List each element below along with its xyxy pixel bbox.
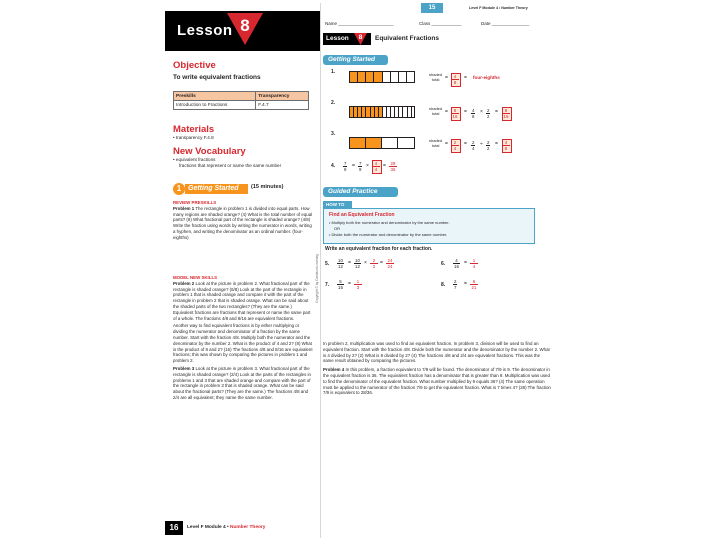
problem-1-number: 1. [331,69,336,75]
shaded-total-label [429,107,442,116]
gp-fraction [453,279,457,290]
objective-heading: Objective [173,60,216,71]
lesson-number: 8 [358,34,363,41]
numerator: 1 [470,258,478,264]
factor-fraction [471,108,475,119]
objective-text: To write equivalent fractions [173,74,261,81]
denominator: 16 [452,114,458,119]
name-field: Name ______________________ [325,21,394,26]
answer-fraction [372,161,380,172]
gp-item-8-number: 8. [441,282,446,288]
numerator: 1 [354,279,362,285]
problem-4-label: Problem 4 [323,367,345,373]
problem-4-fraction [343,161,347,172]
howto-item: • Divide both the numerator and denominator by the same number. [329,232,448,237]
footer-level: Level F Module 4 • [187,525,229,530]
textbook-spread [165,3,555,538]
vocabulary-term: • equivalent fractions [173,157,216,162]
numerator: 8 [502,108,510,114]
factor-fraction [486,108,490,119]
gp-item-6-number: 6. [441,261,446,267]
running-head: Level F Module 4 • Number Theory [469,6,528,10]
fraction-bar-2 [349,106,415,118]
divide-sign: ÷ [480,141,483,147]
multiply-paragraph: Another way to find equivalent fractions is by either multiplying or dividing the numerator and denominator of a fraction by the same number. Start with the fraction 4/8. Multiply both the numerator and the denominator by the number 2. What is the product of 4 and 2? (8) What is the product of 8 and 2? (16) The fractions 4/8 and 8/16 are equivalent fractions; this was shown by comparing the pictures in problem 1 and problem 2. [173,323,313,364]
denominator: 24 [387,264,393,269]
step-title: Getting Started [185,184,248,194]
numerator: 4 [451,74,459,80]
lesson-banner [165,11,320,51]
lesson-number: 8 [240,16,250,35]
skills-table [173,91,309,110]
explanation-paragraph-2: In this problem, a fraction equivalent to 7/9 will be found. The denominator of 7/9 is 9. The denominator in the equivalent fraction is 36. The equivalent fraction has a denominator that is greater than 9. Multiplication was used to find the denominator of the equivalent fraction. What number multiplied by 9 equals 36? (4) The same operation must be applied to the numerator of the fraction 7/9 to get the equivalent fraction. What is 7 times 4? (28) The fraction 7/9 is equivalent to 28/36. [323,367,551,396]
factor-fraction [486,140,490,151]
denominator: 2 [487,114,490,119]
numerator: 2 [487,140,490,145]
numerator: 8 [451,108,459,114]
numerator: 28 [390,161,396,166]
lesson-word: Lesson [177,22,233,39]
denominator: 12 [355,264,360,269]
footer-page-number: 16 [165,521,183,535]
footer-text [187,525,265,530]
bar-cell-shaded [358,72,366,82]
denominator: 16 [503,114,509,119]
numerator: 2 [451,140,459,146]
shaded-label: shaded [429,106,443,111]
problem-4-number: 4. [331,163,336,169]
denominator: 7 [454,285,457,290]
answer-fraction [502,140,510,151]
denominator: 8 [504,146,508,151]
denominator: 36 [390,167,396,172]
numerator: 24 [387,258,393,263]
numerator: 2 [487,108,490,113]
equals-sign: = [348,260,351,266]
shaded-total-label [429,73,442,82]
denominator: 16 [454,264,459,269]
denominator: 3 [356,285,360,290]
table-row [174,101,309,110]
numerator: 2 [472,140,475,145]
bar-cell-shaded [366,138,382,148]
equals-sign: = [495,109,498,115]
vocabulary-definition: fractions that represent or name the same number [179,163,282,168]
bar-cell [407,72,414,82]
denominator: 8 [453,80,457,85]
answer-fraction [470,279,478,290]
gp-fraction [337,258,344,269]
copyright-credit: Copyright © by Cambium Learning [315,254,319,303]
howto-box [323,208,535,244]
bar-cell [412,107,414,117]
times-sign: × [366,163,369,169]
gp-fraction [354,258,361,269]
denominator: 12 [338,264,343,269]
equals-sign: = [464,141,467,147]
numerator: 2 [454,279,457,284]
equals-sign: = [445,141,448,147]
numerator: 7 [344,161,347,166]
getting-started-tab: Getting Started [323,55,388,65]
equals-sign: = [445,109,448,115]
class-label: Class [419,21,431,26]
problem-2-label: Problem 2 [173,280,195,286]
explanation-paragraph-1: In problem 2, multiplication was used to find an equivalent fraction. In problem 3, division will be used to find an equivalent fraction. Start with the fraction 4/8. Divide both the numerator and the denominator by the number 2. What is 4 divided by 2? (2) What is 8 divided by 2? (4) The fractions 4/8 and 2/4 are equivalent fractions. This was the same result obtained by comparing the pictures. [323,341,550,364]
problem-3-number: 3. [331,131,336,137]
problem-1-label: Problem 1 [173,205,195,211]
shaded-label: shaded [429,72,443,77]
problem-3-text: Look at the picture in problem 3. What fractional part of the rectangle is shaded orange? (2/4) Look at the parts of the rectangles in problems 1 and 3 that are shaded orange and compare with the part of the rectangle in problem 3 that is shaded orange. What can be said about the fractional parts? (They are the same.) The fractions 4/8 and 2/4 are all equivalent; they name the same number. [173,365,311,400]
bar-cell [383,72,391,82]
denominator: 4 [374,167,378,172]
skills-header-transparency: Transparency [256,92,309,101]
gp-item-5-number: 5. [325,261,330,267]
student-page [315,3,556,538]
gp-fraction [453,258,460,269]
numerator: 4 [502,140,510,146]
bar-cell [391,72,399,82]
denominator: 21 [471,285,477,290]
denominator: 8 [472,114,475,119]
equals-sign: = [464,260,467,266]
numerator: 4 [372,161,380,167]
numerator: 4 [472,108,475,113]
page-footer [165,521,320,535]
total-label: total [431,76,440,82]
vocabulary-heading: New Vocabulary [173,146,246,157]
model-new-skills-heading: MODEL NEW SKILLS [173,275,218,280]
answer-fraction [370,258,378,269]
howto-tab: HOW TO [323,201,352,208]
fraction-bar-1 [349,71,415,83]
bar-cell-shaded [350,72,358,82]
getting-started-bar [173,183,311,195]
denominator: 4 [472,264,476,269]
answer-fraction [451,108,459,119]
explanation-text [323,341,551,396]
numerator: 7 [359,161,362,166]
materials-heading: Materials [173,124,215,135]
numerator: 5 [337,279,344,285]
guided-practice-tab: Guided Practice [323,187,398,197]
bar-cell [382,138,398,148]
page-number-tab: 15 [421,3,443,13]
answer-fraction [389,161,397,172]
howto-item: • Multiply both the numerator and denominator by the same number. [329,220,450,225]
howto-title: Find an Equivalent Fraction [329,212,395,218]
numerator: 4 [453,258,460,264]
lesson-word: Lesson [326,35,349,42]
bar-cell-shaded [366,72,374,82]
total-label: total [431,110,440,116]
table-cell: F.4.7 [256,101,309,110]
step-minutes: (15 minutes) [251,184,284,190]
howto-item: OR [334,226,340,231]
bar-cell-shaded [350,138,366,148]
fraction-bar-3 [349,137,415,149]
denominator: 4 [472,146,475,151]
table-cell: Introduction to Fractions [174,101,256,110]
factor-fraction [471,140,475,151]
denominator: 9 [344,167,347,172]
denominator: 2 [487,146,490,151]
answer-fraction [386,258,394,269]
answer-fraction [451,74,459,85]
answer-fraction [354,279,362,290]
gp-item-7-number: 7. [325,282,330,288]
step-number: 1 [173,183,185,195]
answer-word: four-eighths [473,75,500,80]
equals-sign: = [464,281,467,287]
shaded-label: shaded [429,138,443,143]
lesson-title: Equivalent Fractions [375,35,439,42]
denominator: 9 [359,167,362,172]
numerator: 10 [338,258,343,263]
total-label: total [431,142,440,148]
times-sign: × [480,109,483,115]
equals-sign: = [380,260,383,266]
problem-2-text: Look at the picture in problem 2. What fractional part of the rectangle is shaded orange? (6/8) Look at the part of the rectangle in problem 1 that is shaded orange and compare it with the part of the rectangle in problem 2 that is shaded orange. What can be said about the shaded parts of the two rectangles? (They are the same.) Equivalent fractions are fractions that represent or name the same part of a whole. The fractions 4/8 and 8/16 are equivalent fractions. [173,280,311,321]
equals-sign: = [464,75,467,81]
denominator: 2 [372,264,376,269]
bar-cell [399,72,407,82]
footer-topic: Number Theory [230,525,266,530]
denominator: 4 [453,146,457,151]
problem-1-text: The rectangle in problem 1 is divided into equal parts. How many regions are shaded orange? (4) What is the total number of equal parts? (8) What fractional part of the rectangle is shaded orange? (4/8) Write the fraction using words by writing the numerator in words, writing a hyphen, and writing the denominator as an ordinal number. (four-eighths) [173,205,313,240]
teacher-page [165,3,320,538]
equals-sign: = [383,163,386,169]
shaded-total-label [429,139,442,148]
answer-fraction [470,258,478,269]
factor-fraction [358,161,362,172]
class-field: Class ____________ [419,21,462,26]
times-sign: × [364,260,367,266]
problem-2-number: 2. [331,100,336,106]
denominator: 15 [338,285,343,290]
equals-sign: = [352,163,355,169]
problem-3-label: Problem 3 [173,365,195,371]
lesson-box [323,33,371,45]
equals-sign: = [445,75,448,81]
numerator: 2 [370,258,378,264]
equals-sign: = [348,281,351,287]
review-preskills [173,200,313,241]
answer-fraction [451,140,459,151]
bar-cell-shaded [374,72,382,82]
skills-header-preskills: Preskills [174,92,256,101]
name-label: Name [325,21,338,26]
review-preskills-heading: REVIEW PRESKILLS [173,200,217,205]
gp-fraction [337,279,344,290]
bar-cell [398,138,413,148]
lesson-title-banner [323,33,553,45]
numerator: 10 [355,258,360,263]
equals-sign: = [495,141,498,147]
model-new-skills [173,275,313,401]
answer-fraction [502,108,510,119]
numerator: 6 [470,279,478,285]
date-label: Date [481,21,491,26]
equals-sign: = [464,109,467,115]
date-field: Date _______________ [481,21,530,26]
materials-item: • transparency F.4.8 [173,135,214,140]
guided-practice-instruction: Write an equivalent fraction for each fraction. [325,246,433,252]
